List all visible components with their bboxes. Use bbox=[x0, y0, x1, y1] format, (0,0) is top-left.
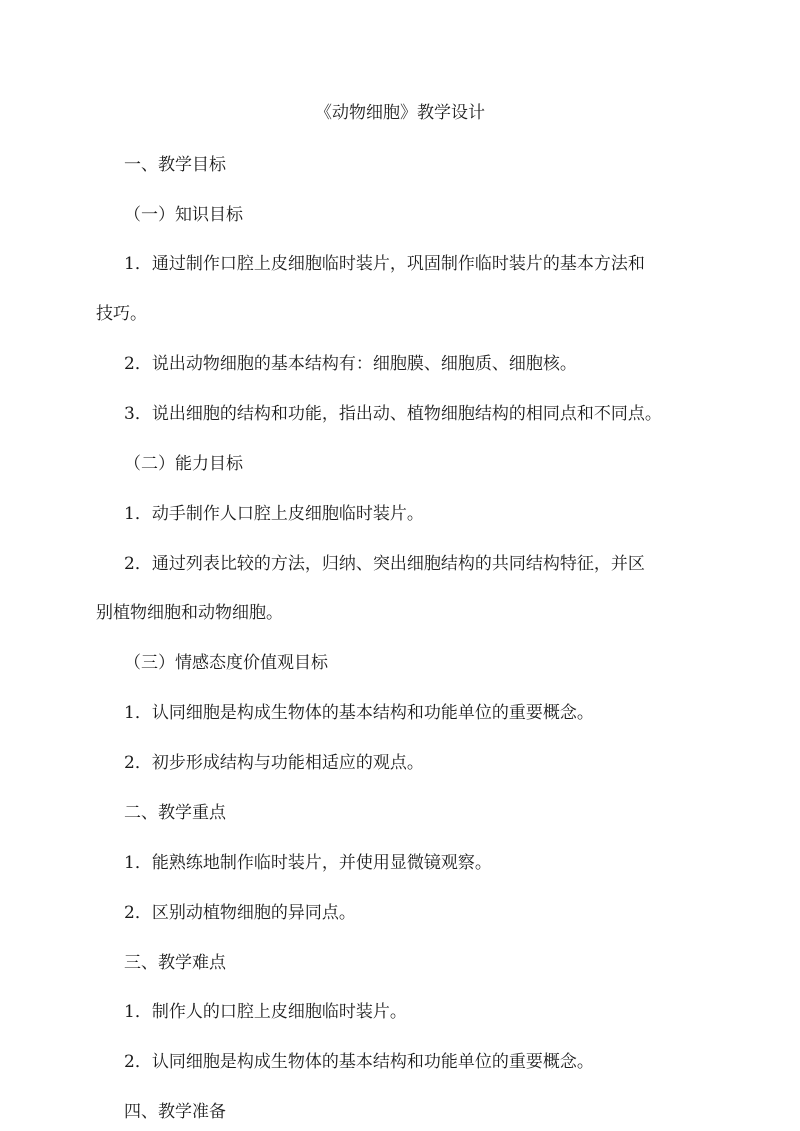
paragraph-line: 别植物细胞和动物细胞。 bbox=[96, 603, 283, 623]
paragraph-line: 1．制作人的口腔上皮细胞临时装片。 bbox=[124, 1002, 407, 1022]
paragraph-line: 2．说出动物细胞的基本结构有：细胞膜、细胞质、细胞核。 bbox=[124, 354, 577, 374]
paragraph-line: 2．通过列表比较的方法，归纳、突出细胞结构的共同结构特征，并区 bbox=[124, 554, 645, 574]
paragraph-line: 1．认同细胞是构成生物体的基本结构和功能单位的重要概念。 bbox=[124, 703, 594, 723]
subsection-heading: （二）能力目标 bbox=[124, 454, 243, 474]
section-heading: 四、教学准备 bbox=[124, 1102, 226, 1122]
section-heading: 二、教学重点 bbox=[124, 803, 226, 823]
paragraph-line: 3．说出细胞的结构和功能，指出动、植物细胞结构的相同点和不同点。 bbox=[124, 404, 662, 424]
paragraph-line: 技巧。 bbox=[96, 304, 147, 324]
section-heading: 一、教学目标 bbox=[124, 155, 226, 175]
subsection-heading: （一）知识目标 bbox=[124, 205, 243, 225]
paragraph-line: 1．通过制作口腔上皮细胞临时装片，巩固制作临时装片的基本方法和 bbox=[124, 254, 645, 274]
paragraph-line: 2．认同细胞是构成生物体的基本结构和功能单位的重要概念。 bbox=[124, 1052, 594, 1072]
paragraph-line: 1．动手制作人口腔上皮细胞临时装片。 bbox=[124, 504, 424, 524]
document-title: 《动物细胞》教学设计 bbox=[315, 103, 485, 123]
subsection-heading: （三）情感态度价值观目标 bbox=[124, 653, 328, 673]
section-heading: 三、教学难点 bbox=[124, 953, 226, 973]
paragraph-line: 2．初步形成结构与功能相适应的观点。 bbox=[124, 753, 424, 773]
paragraph-line: 2．区别动植物细胞的异同点。 bbox=[124, 903, 356, 923]
paragraph-line: 1．能熟练地制作临时装片，并使用显微镜观察。 bbox=[124, 853, 492, 873]
